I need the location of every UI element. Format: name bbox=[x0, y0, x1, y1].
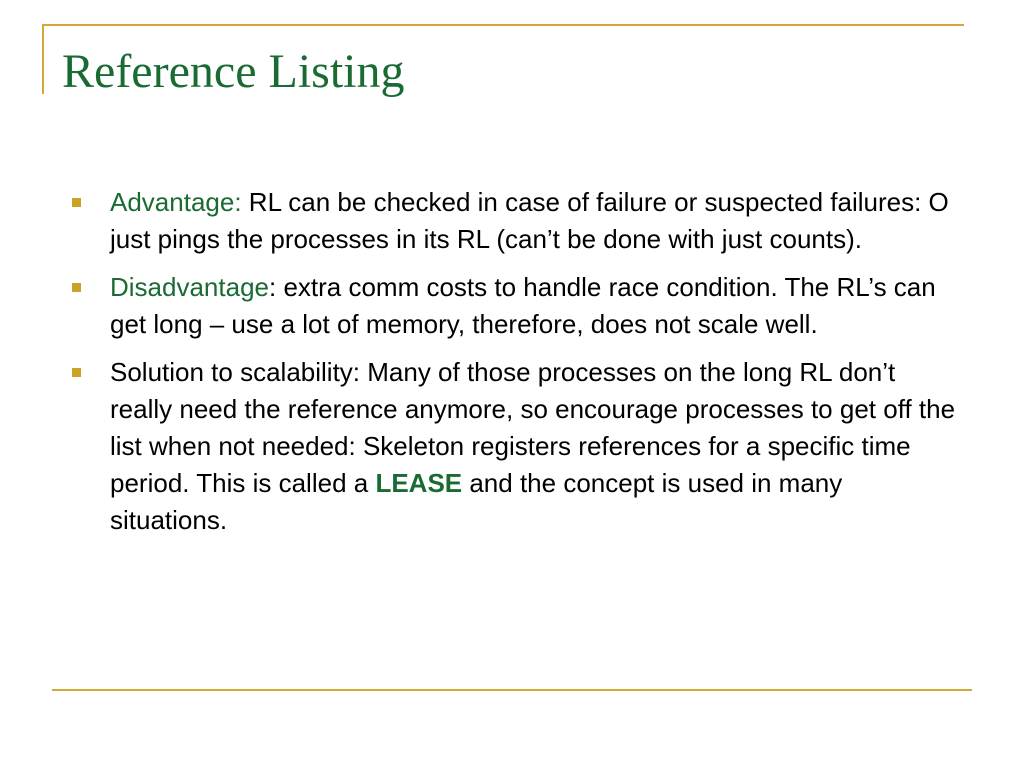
title-left-rule bbox=[42, 24, 44, 94]
disadvantage-text: : extra comm costs to handle race condition. The RL’s can get long – use a lot of memory, therefore, does not scale well. bbox=[110, 272, 936, 339]
title-top-rule bbox=[42, 24, 964, 26]
disadvantage-term: Disadvantage bbox=[110, 272, 269, 302]
bullet-disadvantage bbox=[72, 269, 962, 343]
solution-tail-text: and the concept is used in many situations. bbox=[110, 468, 843, 535]
bottom-rule bbox=[52, 689, 972, 691]
solution-lead-text: Solution to scalability: Many of those processes on the long RL don’t really need the reference anymore, so encourage processes to get off the list when not needed: Skeleton registers references for a specific time period. This is called a bbox=[110, 357, 956, 498]
square-bullet-icon bbox=[72, 198, 81, 207]
advantage-term: Advantage: bbox=[110, 187, 242, 217]
bullet-advantage bbox=[72, 184, 962, 258]
bullet-solution bbox=[72, 354, 962, 539]
square-bullet-icon bbox=[72, 368, 81, 377]
square-bullet-icon bbox=[72, 283, 81, 292]
bullet-list bbox=[72, 184, 962, 550]
advantage-text: RL can be checked in case of failure or suspected failures: O just pings the processes in its RL (can’t be done with just counts). bbox=[110, 187, 949, 254]
lease-term: LEASE bbox=[375, 468, 463, 498]
slide-title: Reference Listing bbox=[62, 45, 405, 98]
